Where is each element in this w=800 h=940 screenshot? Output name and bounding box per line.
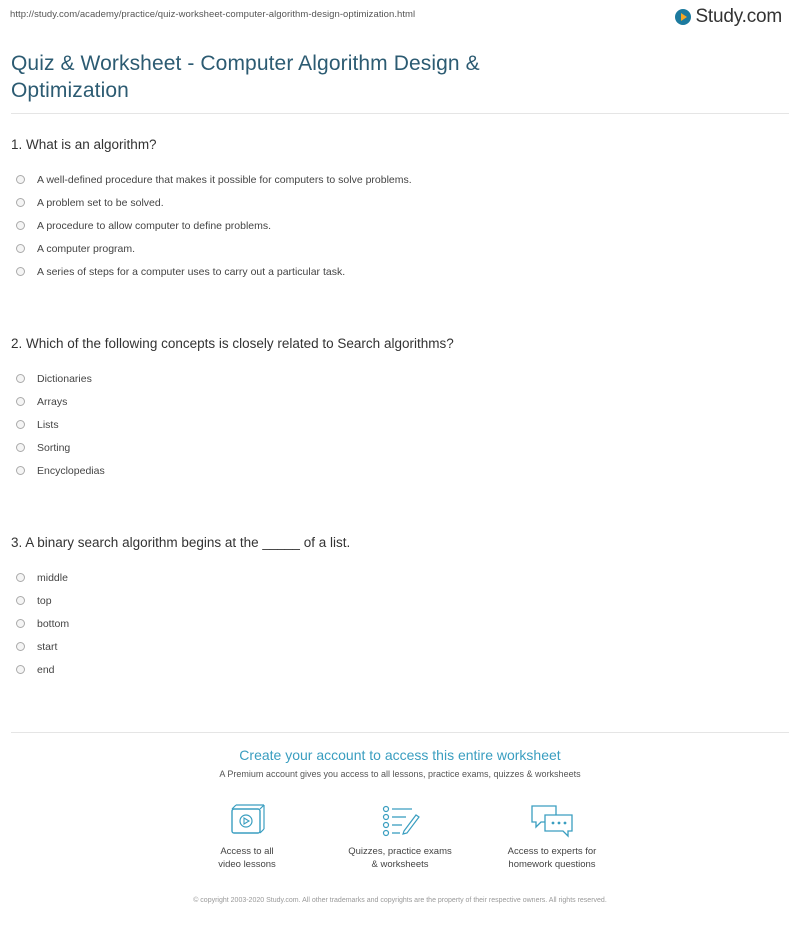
feature-experts xyxy=(482,803,622,871)
answer-option[interactable] xyxy=(11,455,789,486)
feature-label: Quizzes, practice exams & worksheets xyxy=(348,846,452,870)
answer-label: Lists xyxy=(37,418,59,431)
checklist-icon xyxy=(380,803,420,839)
chat-bubbles-icon xyxy=(529,803,575,839)
answer-options xyxy=(11,164,789,287)
question-3 xyxy=(11,534,789,685)
radio-button-icon[interactable] xyxy=(16,420,25,429)
radio-button-icon[interactable] xyxy=(16,665,25,674)
answer-label: bottom xyxy=(37,617,70,630)
answer-label: A procedure to allow computer to define problems. xyxy=(37,219,272,232)
radio-button-icon[interactable] xyxy=(16,198,25,207)
answer-label: Sorting xyxy=(37,441,71,454)
study-logo[interactable] xyxy=(675,6,782,28)
answer-options xyxy=(11,363,789,486)
feature-label: Access to all video lessons xyxy=(218,846,276,870)
content-divider xyxy=(11,732,789,733)
study-logo-icon xyxy=(675,9,691,25)
page-url: http://study.com/academy/practice/quiz-worksheet-computer-algorithm-design-optimization.html xyxy=(10,9,416,20)
answer-option[interactable] xyxy=(11,654,789,685)
footer-copyright: © copyright 2003-2020 Study.com. All other trademarks and copyrights are the property of their respective owners. All rights reserved. xyxy=(193,897,607,904)
premium-features xyxy=(0,803,800,883)
radio-button-icon[interactable] xyxy=(16,443,25,452)
question-2 xyxy=(11,335,789,486)
feature-label: Access to experts for homework questions xyxy=(507,846,597,870)
feature-quizzes xyxy=(330,803,470,871)
header-divider xyxy=(11,113,789,114)
radio-button-icon[interactable] xyxy=(16,619,25,628)
radio-button-icon[interactable] xyxy=(16,267,25,276)
cta-subtitle: A Premium account gives you access to all lessons, practice exams, quizzes & worksheets xyxy=(219,769,581,779)
radio-button-icon[interactable] xyxy=(16,596,25,605)
radio-button-icon[interactable] xyxy=(16,573,25,582)
radio-button-icon[interactable] xyxy=(16,244,25,253)
radio-button-icon[interactable] xyxy=(16,466,25,475)
answer-label: start xyxy=(37,640,58,653)
answer-label: Dictionaries xyxy=(37,372,92,385)
answer-label: Arrays xyxy=(37,395,68,408)
answer-label: top xyxy=(37,594,52,607)
radio-button-icon[interactable] xyxy=(16,397,25,406)
question-1 xyxy=(11,136,789,287)
answer-option[interactable] xyxy=(11,256,789,287)
video-lesson-icon xyxy=(227,803,267,839)
answer-label: end xyxy=(37,663,55,676)
logo-text: Study.com xyxy=(695,6,782,27)
answer-options xyxy=(11,562,789,685)
answer-label: middle xyxy=(37,571,68,584)
answer-label: A problem set to be solved. xyxy=(37,196,164,209)
feature-video-lessons xyxy=(177,803,317,871)
question-text: 3. A binary search algorithm begins at the _____ of a list. xyxy=(11,535,351,550)
answer-label: Encyclopedias xyxy=(37,464,105,477)
radio-button-icon[interactable] xyxy=(16,374,25,383)
page-title: Quiz & Worksheet - Computer Algorithm Design & Optimization xyxy=(11,52,480,102)
cta-title[interactable]: Create your account to access this entire worksheet xyxy=(239,747,561,763)
answer-label: A series of steps for a computer uses to carry out a particular task. xyxy=(37,265,346,278)
radio-button-icon[interactable] xyxy=(16,642,25,651)
question-text: 2. Which of the following concepts is closely related to Search algorithms? xyxy=(11,336,454,351)
answer-label: A computer program. xyxy=(37,242,136,255)
radio-button-icon[interactable] xyxy=(16,175,25,184)
answer-label: A well-defined procedure that makes it possible for computers to solve problems. xyxy=(37,173,412,186)
radio-button-icon[interactable] xyxy=(16,221,25,230)
question-text: 1. What is an algorithm? xyxy=(11,137,157,152)
